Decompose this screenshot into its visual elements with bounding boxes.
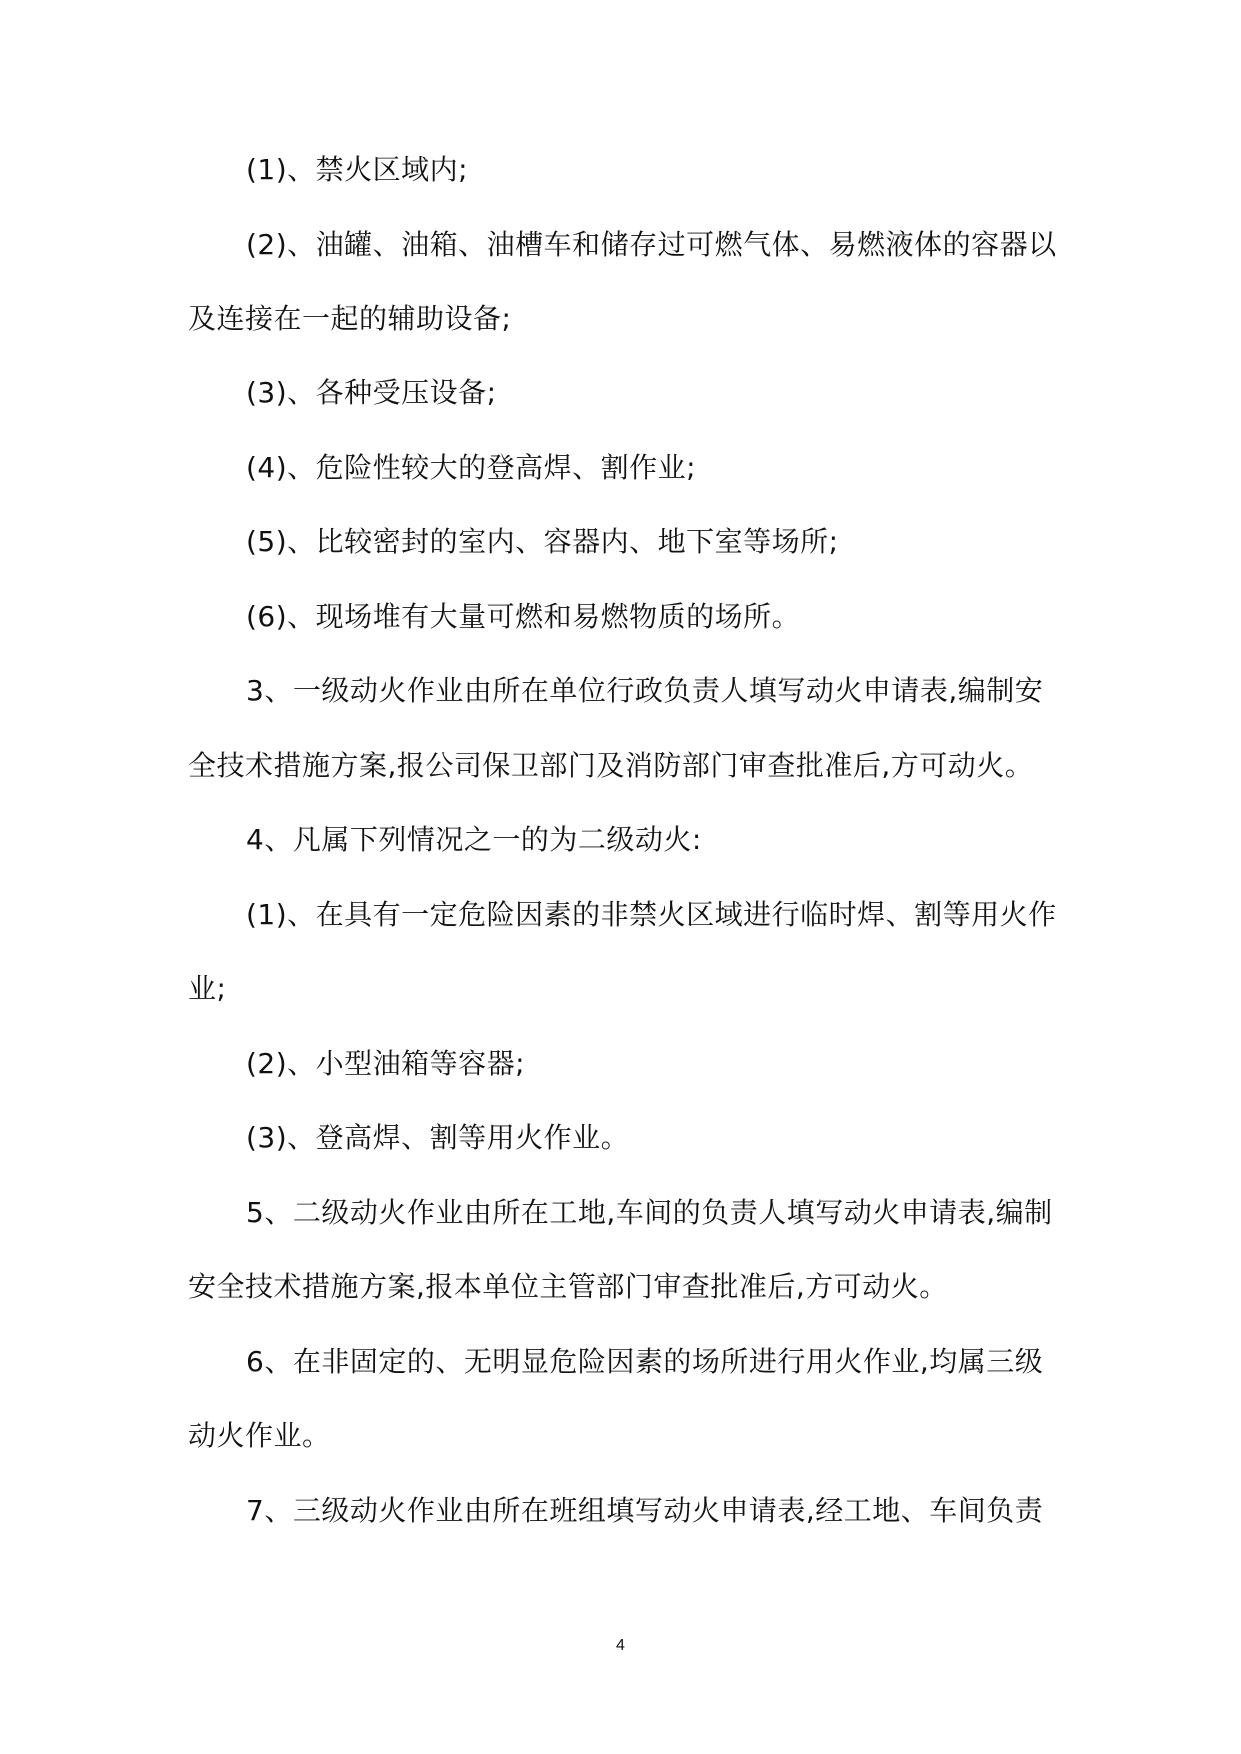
text-line: (1)、禁火区域内; [246,153,469,186]
text-line: 5、二级动火作业由所在工地,车间的负责人填写动火申请表,编制 [246,1196,1053,1229]
text-line: 及连接在一起的辅助设备; [188,302,512,335]
text-line: 6、在非固定的、无明显危险因素的场所进行用火作业,均属三级 [246,1345,1044,1378]
text-line: 4、凡属下列情况之一的为二级动火: [246,823,702,856]
text-line: 7、三级动火作业由所在班组填写动火申请表,经工地、车间负责 [246,1494,1044,1527]
text-line: (4)、危险性较大的登高焊、割作业; [246,451,697,484]
text-line: 安全技术措施方案,报本单位主管部门审查批准后,方可动火。 [188,1270,948,1303]
text-line: (6)、现场堆有大量可燃和易燃物质的场所。 [246,600,801,633]
text-line: (2)、小型油箱等容器; [246,1047,526,1080]
text-line: 业; [188,972,227,1005]
text-line: 动火作业。 [188,1419,331,1452]
text-line: (3)、登高焊、割等用火作业。 [246,1121,630,1154]
text-line: (5)、比较密封的室内、容器内、地下室等场所; [246,525,839,558]
text-line: 全技术措施方案,报公司保卫部门及消防部门审查批准后,方可动火。 [188,749,1034,782]
page-number: 4 [616,1637,625,1654]
text-line: (1)、在具有一定危险因素的非禁火区域进行临时焊、割等用火作 [246,898,1057,931]
text-line: (2)、油罐、油箱、油槽车和储存过可燃气体、易燃液体的容器以 [246,228,1057,261]
text-line: (3)、各种受压设备; [246,376,497,409]
text-line: 3、一级动火作业由所在单位行政负责人填写动火申请表,编制安 [246,674,1044,707]
